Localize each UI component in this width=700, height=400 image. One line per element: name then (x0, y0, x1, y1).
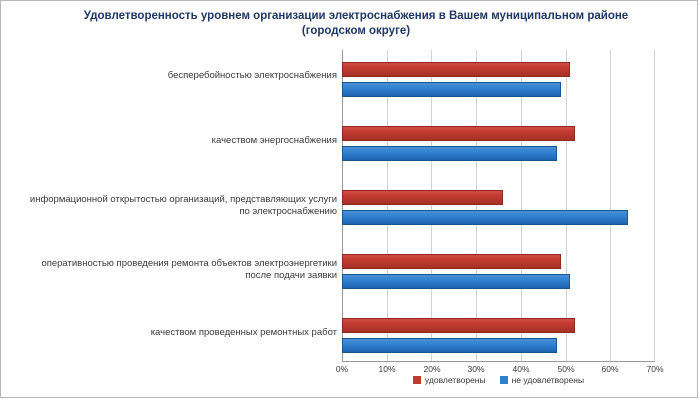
x-tick-30: 30% (467, 364, 485, 374)
x-tick-70: 70% (646, 364, 664, 374)
x-tick-10: 10% (378, 364, 396, 374)
bar-udovletvoreny-3 (342, 190, 503, 205)
bar-group (342, 190, 655, 235)
bar-udovletvoreny-4 (342, 254, 561, 269)
category-label: оперативностью проведения ремонта объектов электроэнергетики после подачи заявки (41, 258, 337, 281)
bar-ne-udovletvoreny-2 (342, 146, 557, 161)
x-tick-50: 50% (557, 364, 575, 374)
bar-group (342, 254, 655, 299)
x-tick-20: 20% (423, 364, 441, 374)
legend-swatch-icon (500, 376, 508, 384)
legend-swatch-icon (413, 376, 421, 384)
x-tick-60: 60% (601, 364, 619, 374)
chart-legend (342, 375, 655, 385)
bar-ne-udovletvoreny-1 (342, 82, 561, 97)
x-tick-40: 40% (512, 364, 530, 374)
bar-group (342, 126, 655, 171)
bar-udovletvoreny-5 (342, 318, 575, 333)
legend-item-ne-udovletvoreny (500, 375, 584, 385)
bar-udovletvoreny-1 (342, 62, 570, 77)
bar-ne-udovletvoreny-5 (342, 338, 557, 353)
legend-label: не удовлетворены (511, 375, 585, 385)
bar-ne-udovletvoreny-4 (342, 274, 570, 289)
legend-label: удовлетворены (424, 375, 486, 385)
bar-group (342, 318, 655, 363)
plot-area (342, 50, 655, 362)
category-label: бесперебойностью электроснабжения (167, 70, 337, 81)
category-label: информационной открытостью организаций, представляющих услуги по электроснабжению (29, 194, 337, 217)
chart-title: Удовлетворенность уровнем организации электроснабжения в Вашем муниципальном районе (городском округе) (83, 10, 629, 37)
legend-item-udovletvoreny (413, 375, 486, 385)
category-label: качеством проведенных ремонтных работ (150, 327, 337, 338)
bar-group (342, 62, 655, 107)
x-tick-0: 0% (335, 364, 349, 374)
category-label: качеством энергоснабжения (211, 135, 337, 146)
bar-udovletvoreny-2 (342, 126, 575, 141)
bar-ne-udovletvoreny-3 (342, 210, 628, 225)
